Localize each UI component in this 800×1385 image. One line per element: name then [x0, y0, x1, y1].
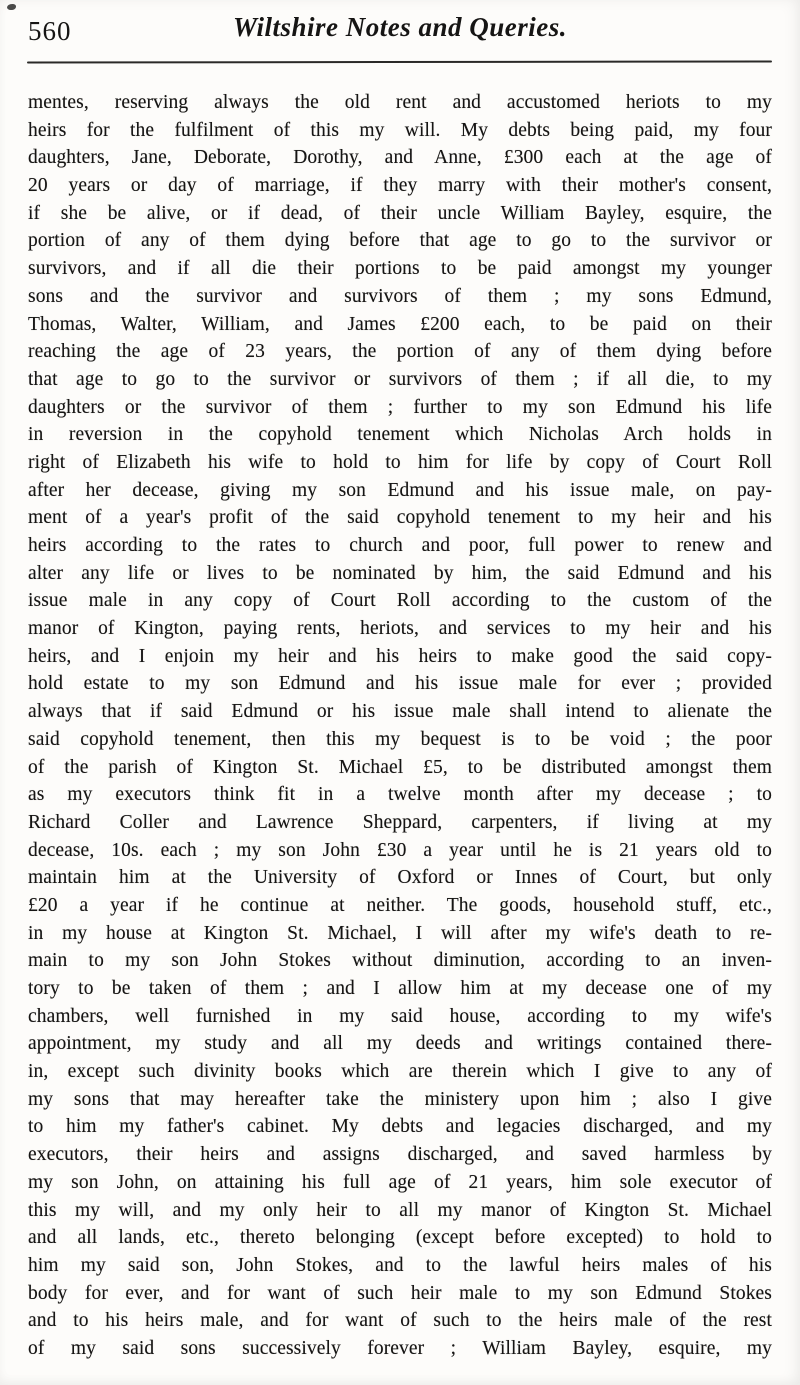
text-line: portion of any of them dying before that age to go to the survivor or	[28, 230, 772, 252]
text-line: said copyhold tenement, then this my bequest is to be void ; the poor	[28, 728, 772, 750]
text-line: right of Elizabeth his wife to hold to him for life by copy of Court Roll	[28, 451, 772, 473]
text-line: and to his heirs male, and for want of such to the heirs male of the rest	[28, 1310, 772, 1332]
text-line: of my said sons successively forever ; William Bayley, esquire, my	[28, 1337, 772, 1359]
text-line: tory to be taken of them ; and I allow him at my decease one of my	[28, 978, 772, 999]
text-line: my son John, on attaining his full age of 21 years, him sole executor of	[28, 1171, 772, 1193]
text-line: alter any life or lives to be nominated by him, the said Edmund and his	[28, 562, 772, 584]
page-header	[0, 0, 800, 62]
text-line: and all lands, etc., thereto belonging (except before excepted) to hold to	[28, 1227, 772, 1249]
text-line: manor of Kington, paying rents, heriots, and services to my heir and his	[28, 618, 772, 640]
text-line: sons and the survivor and survivors of them ; my sons Edmund,	[28, 285, 772, 307]
text-line: him my said son, John Stokes, and to the lawful heirs males of his	[28, 1254, 772, 1276]
text-line: always that if said Edmund or his issue male shall intend to alienate the	[28, 701, 772, 723]
text-line: survivors, and if all die their portions to be paid amongst my younger	[28, 258, 772, 280]
text-line: as my executors think fit in a twelve month after my decease ; to	[28, 784, 772, 806]
text-line: if she be alive, or if dead, of their uncle William Bayley, esquire, the	[28, 202, 772, 224]
text-line: 20 years or day of marriage, if they marry with their mother's consent,	[28, 175, 772, 197]
text-line: Richard Coller and Lawrence Sheppard, carpenters, if living at my	[28, 811, 772, 833]
text-line: reaching the age of 23 years, the portion of any of them dying before	[28, 341, 772, 363]
text-line: daughters, Jane, Deborate, Dorothy, and Anne, £300 each at the age of	[28, 147, 772, 169]
text-line: to him my father's cabinet. My debts and legacies discharged, and my	[28, 1116, 772, 1138]
text-line: chambers, well furnished in my said house, according to my wife's	[28, 1005, 772, 1027]
page-number: 560	[28, 16, 72, 46]
text-line: heirs according to the rates to church and poor, full power to renew and	[28, 535, 772, 556]
text-line: decease, 10s. each ; my son John £30 a year until he is 21 years old to	[28, 839, 772, 861]
text-line: my sons that may hereafter take the ministery upon him ; also I give	[28, 1088, 772, 1110]
text-line: appointment, my study and all my deeds and writings contained there-	[28, 1033, 772, 1055]
text-line: this my will, and my only heir to all my manor of Kington St. Michael	[28, 1199, 772, 1221]
text-line: that age to go to the survivor or survivors of them ; if all die, to my	[28, 368, 772, 390]
text-line: heirs for the fulfilment of this my will. My debts being paid, my four	[28, 119, 772, 141]
text-line: of the parish of Kington St. Michael £5, to be distributed amongst them	[28, 756, 772, 778]
text-line: executors, their heirs and assigns discharged, and saved harmless by	[28, 1144, 772, 1166]
text-line: mentes, reserving always the old rent and accustomed heriots to my	[28, 92, 772, 113]
text-line: heirs, and I enjoin my heir and his heirs to make good the said copy-	[28, 645, 772, 667]
text-line: main to my son John Stokes without diminution, according to an inven-	[28, 950, 772, 972]
text-line: in, except such divinity books which are therein which I give to any of	[28, 1061, 772, 1083]
text-line: in my house at Kington St. Michael, I will after my wife's death to re-	[28, 922, 772, 944]
body-text	[28, 89, 772, 1363]
text-line: issue male in any copy of Court Roll according to the custom of the	[28, 590, 772, 612]
text-line: hold estate to my son Edmund and his issue male for ever ; provided	[28, 673, 772, 695]
running-title: Wiltshire Notes and Queries.	[232, 12, 568, 42]
text-line: daughters or the survivor of them ; further to my son Edmund his life	[28, 396, 772, 418]
text-line: £20 a year if he continue at neither. The goods, household stuff, etc.,	[28, 894, 772, 916]
text-line: in reversion in the copyhold tenement which Nicholas Arch holds in	[28, 424, 772, 446]
header-rule	[27, 60, 772, 63]
text-line: maintain him at the University of Oxford or Innes of Court, but only	[28, 867, 772, 889]
text-line: ment of a year's profit of the said copyhold tenement to my heir and his	[28, 507, 772, 529]
text-line: after her decease, giving my son Edmund and his issue male, on pay-	[28, 479, 772, 501]
text-line: body for ever, and for want of such heir male to my son Edmund Stokes	[28, 1282, 772, 1304]
text-line: Thomas, Walter, William, and James £200 each, to be paid on their	[28, 313, 772, 335]
